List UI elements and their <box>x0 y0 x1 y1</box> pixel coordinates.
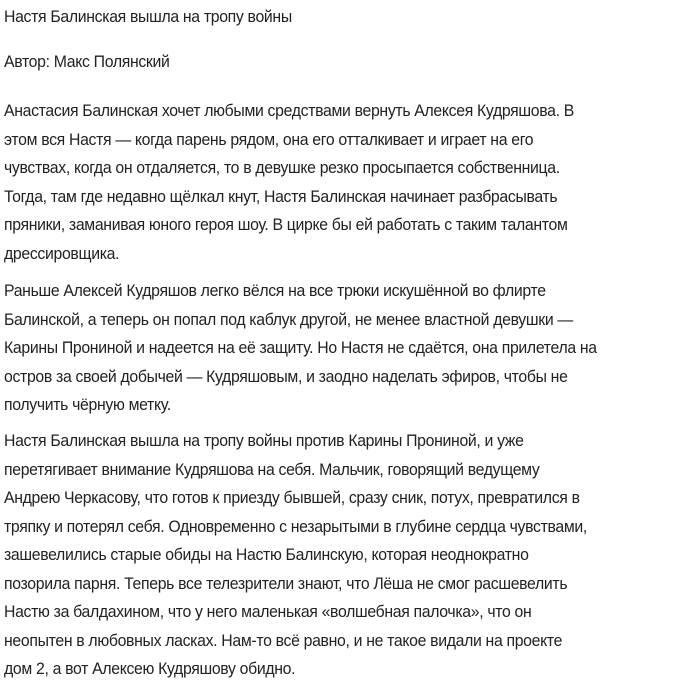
paragraph-line: тряпку и потерял себя. Одновременно с незарытыми в глубине сердца чувствами, <box>4 516 587 536</box>
paragraph-line: чувствах, когда он отдаляется, то в девушке резко просыпается собственница. <box>4 158 560 177</box>
article-title-text: Настя Балинская вышла на тропу войны <box>4 7 292 26</box>
paragraph-line: Раньше Алексей Кудряшов легко вёлся на все трюки искушённой во флирте <box>4 281 546 300</box>
paragraph-line: Настю за балдахином, что у него маленькая «волшебная палочка», что он <box>4 602 532 621</box>
article-author-text: Автор: Макс Полянский <box>4 52 170 71</box>
paragraph-line: Карины Прониной и надеется на её защиту. Но Настя не сдаётся, она прилетела на <box>4 338 597 357</box>
paragraph-3 <box>4 427 587 684</box>
paragraph-line: остров за своей добычей — Кудряшовым, и заодно наделать эфиров, чтобы не <box>4 366 568 386</box>
paragraph-2 <box>4 277 597 420</box>
paragraph-line: получить чёрную метку. <box>4 395 171 414</box>
paragraph-line: зашевелились старые обиды на Настю Балинскую, которая неоднократно <box>4 545 529 564</box>
article-title <box>4 3 292 32</box>
paragraph-line: позорила парня. Теперь все телезрители знают, что Лёша не смог расшевелить <box>4 573 568 593</box>
paragraph-line: этом вся Настя — когда парень рядом, она его отталкивает и играет на его <box>4 129 534 149</box>
paragraph-line: пряники, заманивая юного героя шоу. В цирке бы ей работать с таким талантом <box>4 215 568 234</box>
article-author <box>4 48 170 77</box>
paragraph-line: Настя Балинская вышла на тропу войны против Карины Прониной, и уже <box>4 431 524 450</box>
paragraph-line: дом 2, а вот Алексею Кудряшову обидно. <box>4 659 296 678</box>
paragraph-line: Андрею Черкасову, что готов к приезду бывшей, сразу сник, потух, превратился в <box>4 488 580 507</box>
paragraph-1 <box>4 97 574 268</box>
paragraph-line: неопытен в любовных ласках. Нам-то всё равно, и не такое видали на проекте <box>4 630 563 650</box>
paragraph-line: Анастасия Балинская хочет любыми средствами вернуть Алексея Кудряшова. В <box>4 101 574 120</box>
paragraph-line: Тогда, там где недавно щёлкал кнут, Настя Балинская начинает разбрасывать <box>4 186 558 206</box>
paragraph-line: Балинской, а теперь он попал под каблук другой, не менее властной девушки — <box>4 309 573 329</box>
paragraph-line: дрессировщика. <box>4 243 120 263</box>
paragraph-line: перетягивает внимание Кудряшова на себя. Мальчик, говорящий ведущему <box>4 459 540 479</box>
